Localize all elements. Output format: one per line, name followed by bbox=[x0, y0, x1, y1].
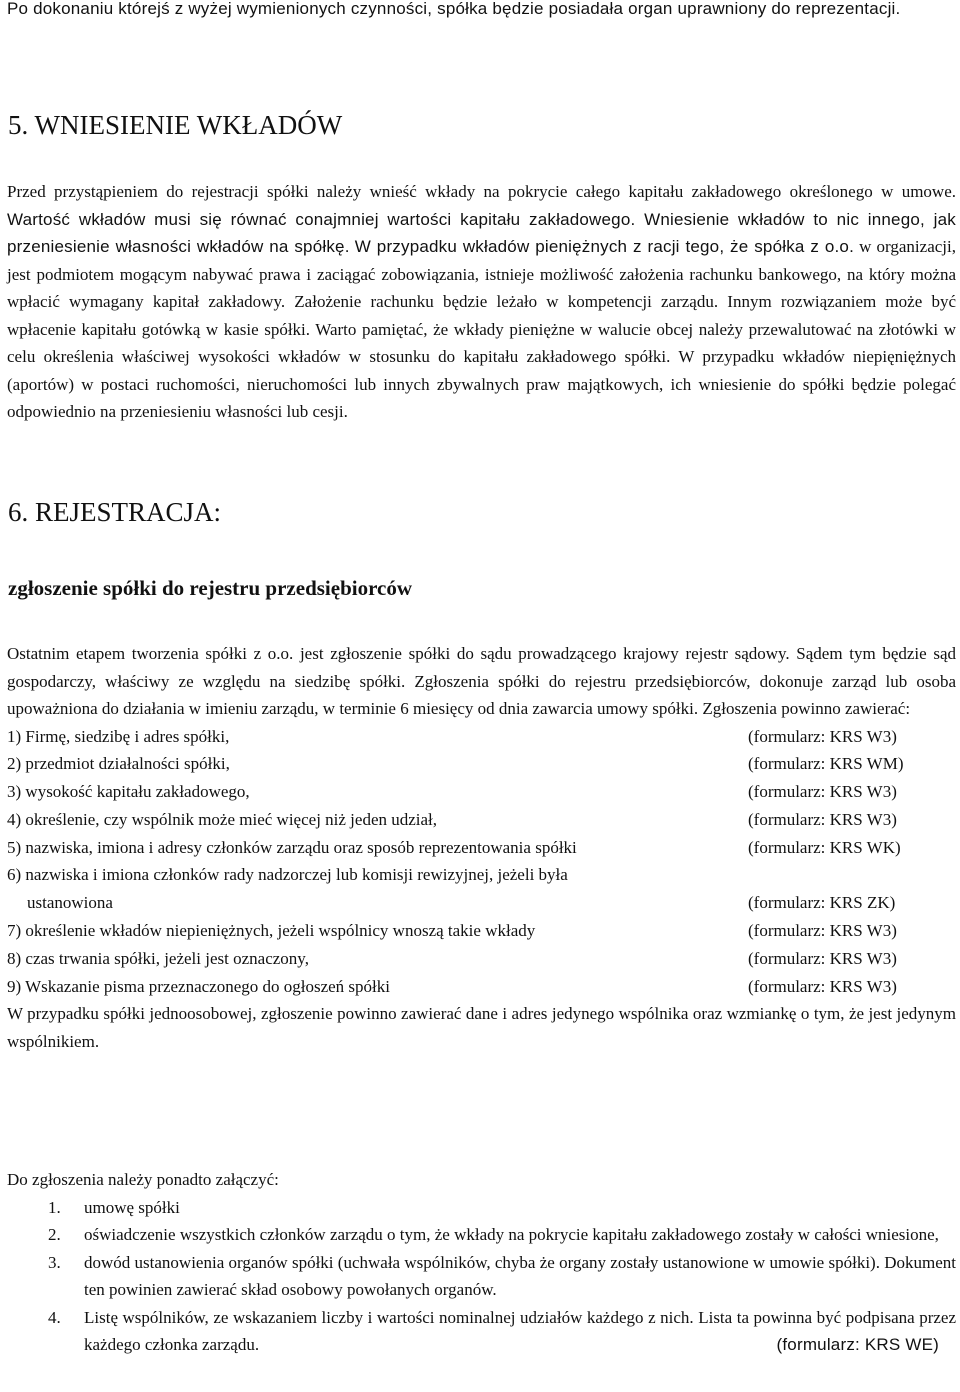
requirement-item bbox=[7, 973, 956, 1001]
list-number: 1. bbox=[48, 1197, 61, 1217]
section-5-body bbox=[7, 178, 956, 426]
list-item bbox=[7, 1304, 956, 1359]
requirement-text: 2) przedmiot działalności spółki, bbox=[7, 754, 230, 774]
list-item bbox=[7, 1249, 956, 1304]
requirement-text: 8) czas trwania spółki, jeżeli jest oznaczony, bbox=[7, 948, 309, 968]
single-member-note: W przypadku spółki jednoosobowej, zgłoszenie powinno zawierać dane i adres jedynego wspólnika oraz wzmiankę o tym, że jest jedynym wspólnikiem. bbox=[7, 1004, 956, 1051]
section-5-heading: 5. WNIESIENIE WKŁADÓW bbox=[8, 110, 343, 140]
list-item bbox=[7, 1221, 956, 1249]
requirement-form: (formularz: KRS ZK) bbox=[748, 893, 896, 913]
section-5-p4: w organizacji, jest podmiotem mogącym nabywać prawa i zaciągać zobowiązania, istnieje możliwość założenia rachunku bankowego, na który można wpłacić wymagany kapitał zakładowy. Założenie rachunku będzie leżało w kompetencji zarządu. Innym rozwiązaniem może być wpłacenie kapitału gotówką w kasie spółki. Warto pamiętać, że wkłady pieniężne w walucie obcej należy przewalutować na złotówki w celu określenia właściwej wysokości wkładów w stosunku do kapitału zakładowego spółki. W przypadku wkładów niepięniężnych (aportów) w postaci ruchomości, nieruchomości lub innych zbywalnych praw majątkowych, ich wniesienie do spółki będzie polegać odpowiednio na przeniesieniu własności lub cesji. bbox=[7, 237, 956, 421]
requirement-form: (formularz: KRS W3) bbox=[748, 809, 897, 829]
section-5-p2: Wartość wkładów musi się równać conajmniej wartości kapitału zakładowego. Wniesienie wkładów to nic innego, jak przeniesienie własności wkładów na spółkę. bbox=[7, 209, 956, 256]
section-5-p1: Przed przystąpieniem do rejestracji spółki należy wnieść wkłady na pokrycie całego kapitału zakładowego określonego w umowe. bbox=[7, 182, 956, 201]
attachments-section bbox=[7, 1166, 956, 1359]
list-item-text: dowód ustanowienia organów spółki (uchwała wspólników, chyba że organy zostały ustanowione w umowie spółki). Dokument ten powinien zawierać skład osobowy powołanych organów. bbox=[84, 1252, 956, 1299]
requirement-item bbox=[7, 861, 956, 917]
attachment-form: (formularz: KRS WE) bbox=[776, 1335, 939, 1354]
list-item-text: umowę spółki bbox=[84, 1197, 180, 1217]
section-5-p3: W przypadku wkładów pieniężnych z racji tego, że spółka z o.o. bbox=[354, 237, 854, 256]
list-number: 4. bbox=[48, 1307, 61, 1327]
requirement-text-continued: ustanowiona bbox=[27, 893, 113, 913]
section-6-subheading: zgłoszenie spółki do rejestru przedsiębiorców bbox=[8, 576, 413, 600]
requirement-text: 5) nazwiska, imiona i adresy członków zarządu oraz sposób reprezentowania spółki bbox=[7, 837, 577, 857]
requirement-text: 7) określenie wkładów niepieniężnych, jeżeli wspólnicy wnoszą takie wkłady bbox=[7, 921, 536, 941]
requirement-form: (formularz: KRS W3) bbox=[748, 782, 897, 802]
requirement-item bbox=[7, 750, 956, 778]
requirement-text: 9) Wskazanie pisma przeznaczonego do ogłoszeń spółki bbox=[7, 976, 390, 996]
requirement-item bbox=[7, 945, 956, 973]
requirement-text: 3) wysokość kapitału zakładowego, bbox=[7, 782, 250, 802]
requirement-form: (formularz: KRS WK) bbox=[748, 837, 901, 857]
list-number: 3. bbox=[48, 1252, 61, 1272]
requirement-item bbox=[7, 917, 956, 945]
list-item-text: oświadczenie wszystkich członków zarządu o tym, że wkłady na pokrycie kapitału zakładowego zostały w całości wniesione, bbox=[84, 1225, 939, 1244]
section-6-heading: 6. REJESTRACJA: bbox=[8, 497, 222, 527]
list-number: 2. bbox=[48, 1225, 61, 1244]
attachments-heading: Do zgłoszenia należy ponadto załączyć: bbox=[7, 1170, 279, 1189]
requirement-item bbox=[7, 834, 956, 862]
attachments-list bbox=[7, 1194, 956, 1359]
requirement-text: 6) nazwiska i imiona członków rady nadzorczej lub komisji rewizyjnej, jeżeli była bbox=[7, 865, 568, 885]
requirement-form: (formularz: KRS W3) bbox=[748, 921, 897, 941]
section-6-body bbox=[7, 640, 956, 1055]
requirement-form: (formularz: KRS W3) bbox=[748, 726, 897, 746]
requirement-item bbox=[7, 723, 956, 751]
section-6-intro: Ostatnim etapem tworzenia spółki z o.o. jest zgłoszenie spółki do sądu prowadzącego krajowy rejestr sądowy. Sądem tym będzie sąd gospodarczy, właściwy ze względu na siedzibę spółki. Zgłoszenia spółki do rejestru przedsiębiorców, dokonuje zarząd lub osoba upoważniona do działania w imieniu zarządu, w terminie 6 miesięcy od dnia zawarcia umowy spółki. Zgłoszenia powinno zawierać: bbox=[7, 644, 956, 718]
list-item bbox=[7, 1194, 956, 1222]
list-item-text: Listę wspólników, ze wskazaniem liczby i wartości nominalnej udziałów każdego z nich. Lista ta powinna być podpisana przez każdego członka zarządu. bbox=[84, 1307, 956, 1354]
intro-paragraph: Po dokonaniu którejś z wyżej wymienionych czynności, spółka będzie posiadała organ uprawniony do reprezentacji. bbox=[7, 0, 901, 18]
requirement-form: (formularz: KRS W3) bbox=[748, 948, 897, 968]
requirement-text: 1) Firmę, siedzibę i adres spółki, bbox=[7, 726, 230, 746]
requirement-form: (formularz: KRS W3) bbox=[748, 976, 897, 996]
requirement-text: 4) określenie, czy wspólnik może mieć więcej niż jeden udział, bbox=[7, 809, 438, 829]
requirement-form: (formularz: KRS WM) bbox=[748, 754, 904, 774]
requirement-item bbox=[7, 806, 956, 834]
requirement-item bbox=[7, 778, 956, 806]
